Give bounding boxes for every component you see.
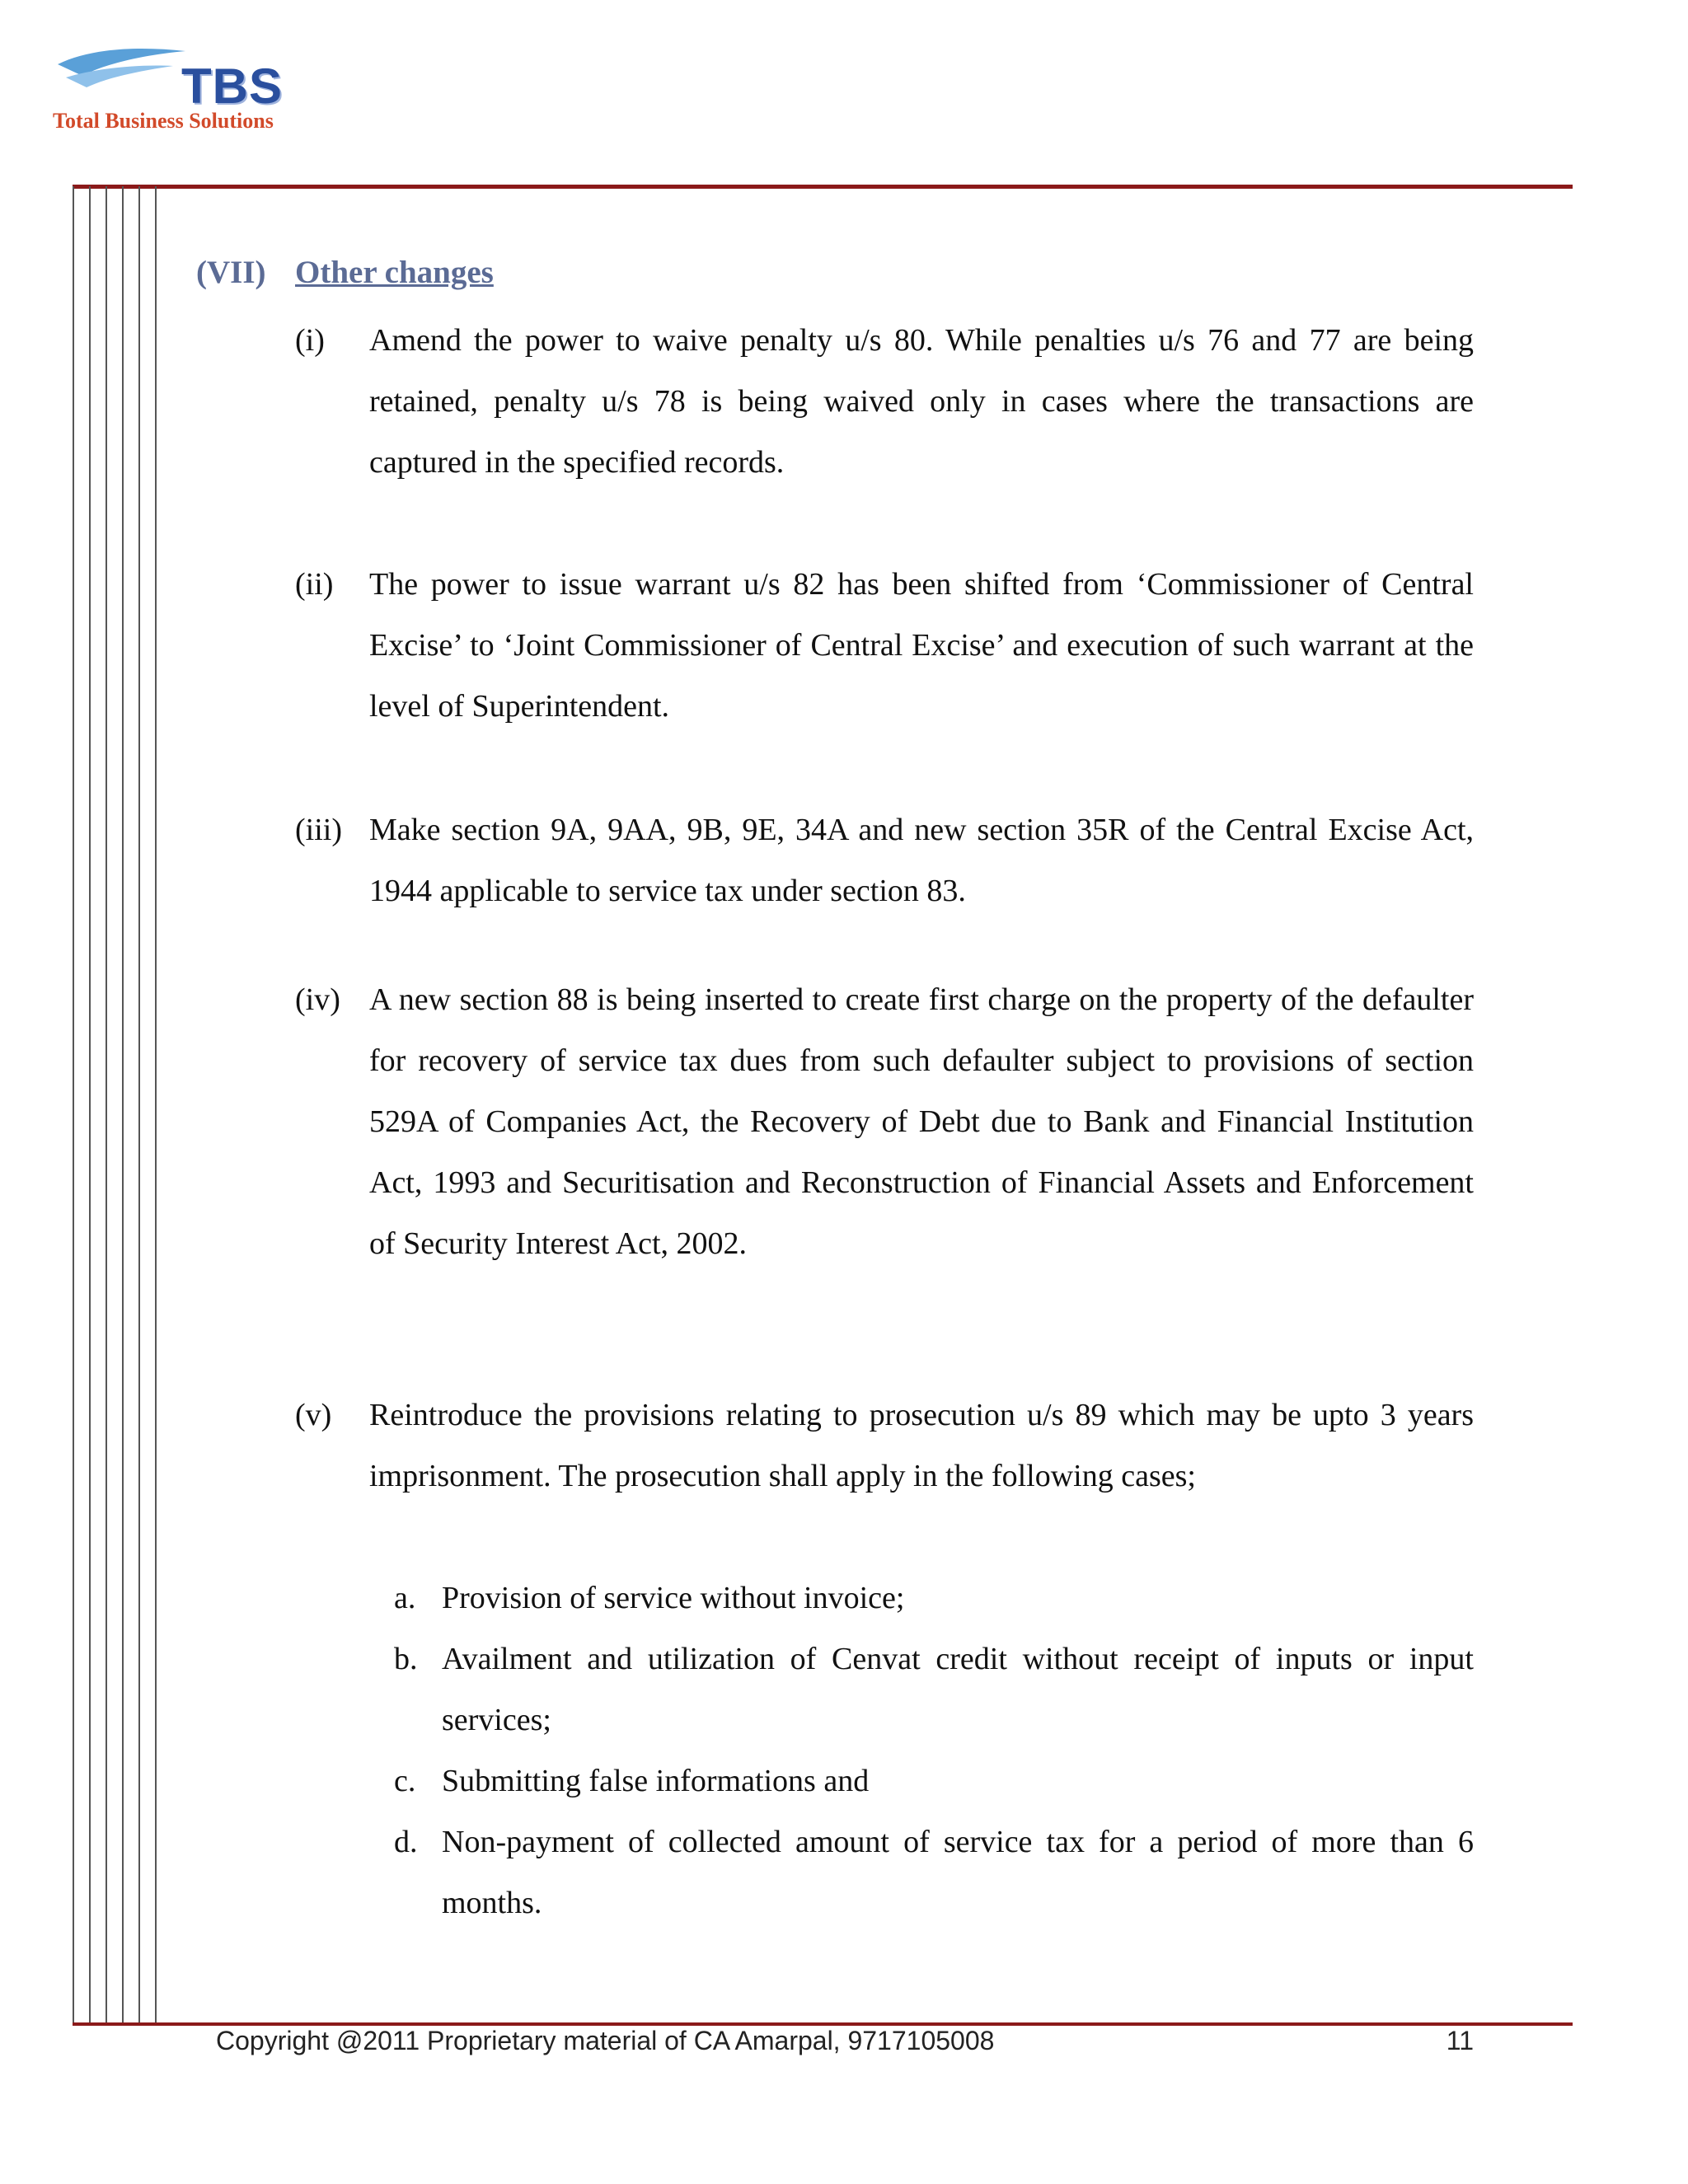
sub-item-letter: a. [394, 1581, 416, 1615]
page-footer [216, 2026, 1474, 2056]
header-rule [73, 185, 1573, 189]
list-item [295, 310, 1474, 493]
sub-list-item [394, 1750, 1474, 1811]
sub-list-item [394, 1811, 1474, 1933]
section-heading [196, 254, 494, 291]
item-text: The power to issue warrant u/s 82 has been shifted from ‘Commissioner of Central Excise’ to ‘Joint Commissioner of Central Excise’ and execution of such warrant at the level of Superintendent. [369, 567, 1474, 724]
company-logo [49, 40, 346, 138]
page-number: 11 [1446, 2026, 1474, 2055]
margin-line [89, 186, 91, 2024]
item-numeral: (ii) [295, 567, 334, 602]
sub-list-item [394, 1568, 1474, 1629]
section-number: (VII) [196, 255, 266, 290]
sub-item-text: Availment and utilization of Cenvat credit without receipt of inputs or input services; [442, 1642, 1474, 1737]
list-item [295, 799, 1474, 921]
list-item [295, 1385, 1474, 1507]
item-text: Reintroduce the provisions relating to prosecution u/s 89 which may be upto 3 years imprisonment. The prosecution shall apply in the following cases; [369, 1398, 1474, 1493]
margin-line [106, 186, 107, 2024]
margin-line [73, 186, 74, 2024]
item-text: Make section 9A, 9AA, 9B, 9E, 34A and new section 35R of the Central Excise Act, 1944 applicable to service tax under section 83. [369, 813, 1474, 908]
copyright-text: Copyright @2011 Proprietary material of CA Amarpal, 9717105008 [216, 2026, 995, 2055]
airplane-swoosh-icon [49, 40, 190, 105]
margin-line [155, 186, 157, 2024]
item-numeral: (i) [295, 323, 325, 358]
logo-tagline: Total Business Solutions [53, 109, 274, 133]
logo-mark: TBS [181, 59, 283, 114]
sub-item-text: Submitting false informations and [442, 1764, 870, 1798]
list-item [295, 969, 1474, 1274]
sub-item-letter: d. [394, 1825, 418, 1859]
sub-item-letter: b. [394, 1642, 418, 1676]
item-numeral: (v) [295, 1398, 332, 1432]
margin-line [122, 186, 124, 2024]
item-numeral: (iii) [295, 813, 342, 847]
sub-list-item [394, 1629, 1474, 1750]
sub-item-text: Provision of service without invoice; [442, 1581, 905, 1615]
margin-line [138, 186, 140, 2024]
list-item [295, 554, 1474, 737]
item-numeral: (iv) [295, 982, 340, 1017]
section-title: Other changes [295, 255, 494, 290]
item-text: Amend the power to waive penalty u/s 80. While penalties u/s 76 and 77 are being retained, penalty u/s 78 is being waived only in cases where the transactions are captured in the specified records. [369, 323, 1474, 480]
sub-item-text: Non-payment of collected amount of service tax for a period of more than 6 months. [442, 1825, 1474, 1920]
sub-item-letter: c. [394, 1764, 416, 1798]
item-text: A new section 88 is being inserted to create first charge on the property of the defaulter for recovery of service tax dues from such defaulter subject to provisions of section 529A of Companies Act, the Recovery of Debt due to Bank and Financial Institution Act, 1993 and Securitisation and Reconstruction of Financial Assets and Enforcement of Security Interest Act, 2002. [369, 982, 1474, 1261]
